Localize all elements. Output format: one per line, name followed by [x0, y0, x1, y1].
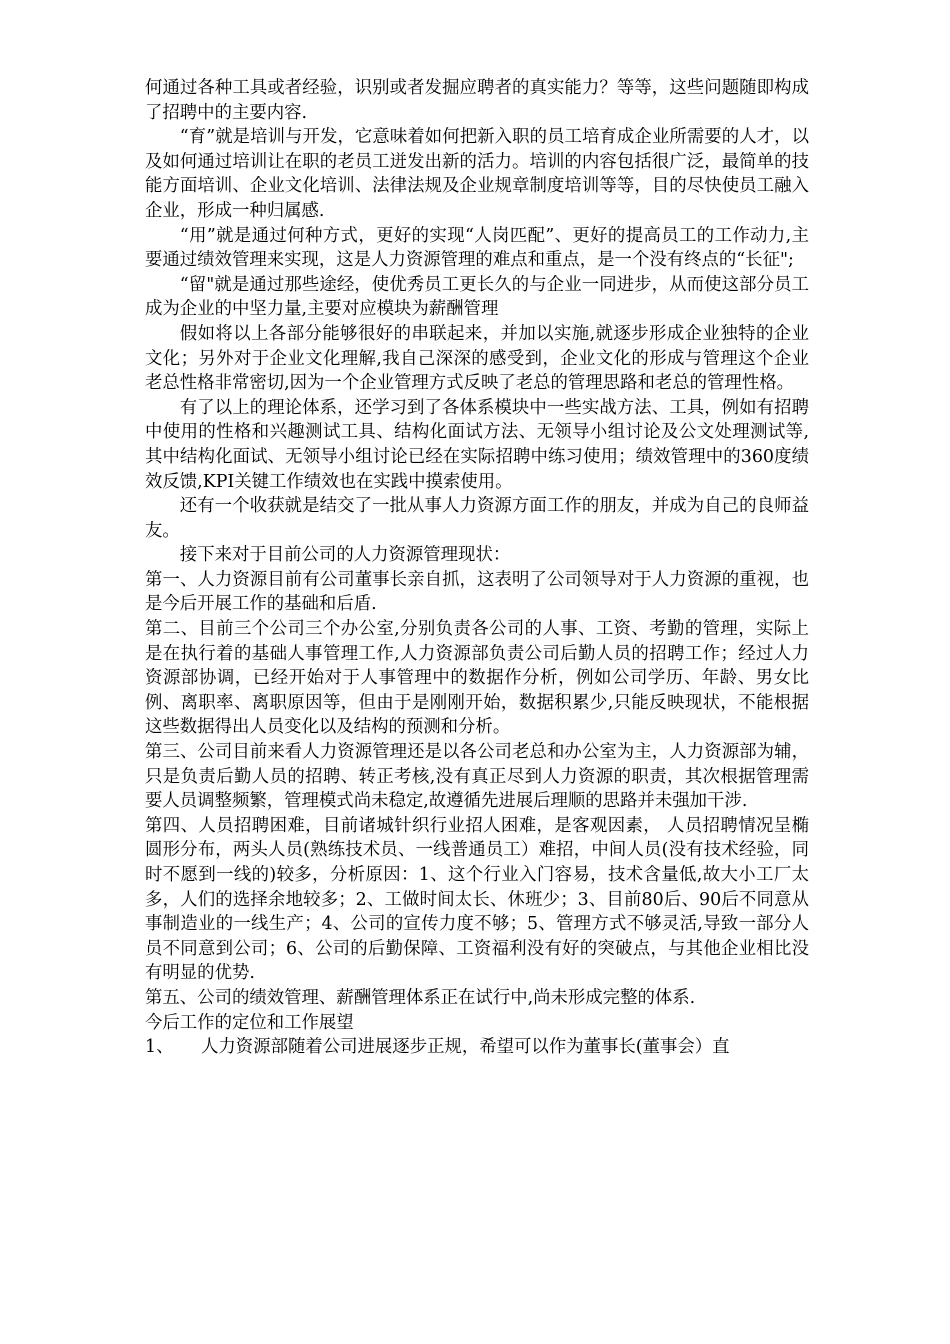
section-heading-outlook: 今后工作的定位和工作展望	[145, 1012, 354, 1033]
paragraph-utilization: “用”就是通过何种方式，更好的实现“人岗匹配”、更好的提高员工的工作动力,主要通过绩效管理来实现，这是人力资源管理的难点和重点，是一个没有终点的“长征";	[145, 225, 809, 271]
numbered-list-item	[145, 1035, 809, 1060]
paragraph-point-four: 第四、人员招聘困难，目前诸城针织行业招人困难，是客观因素， 人员招聘情况呈椭圆形分布，两头人员(熟练技术员、一线普通员工）难招，中间人员(没有技术经验，同时不愿到一线的)较多，分析原因：1、这个行业入门容易，技术含量低,故大小工厂太多，人们的选择余地较多；2、工做时间太长、休班少；3、目前80后、90后不同意从事制造业的一线生产；4、公司的宣传力度不够；5、管理方式不够灵活,导致一部分人员不同意到公司；6、公司的后勤保障、工资福利没有好的突破点，与其他企业相比没有明显的优势.	[145, 815, 809, 984]
paragraph-point-two: 第二、目前三个公司三个办公室,分别负责各公司的人事、工资、考勤的管理，实际上是在执行着的基础人事管理工作,人力资源部负责公司后勤人员的招聘工作；经过人力资源部协调，已经开始对于人事管理中的数据作分析，例如公司学历、年龄、男女比例、离职率、离职原因等，但由于是刚刚开始，数据积累少,只能反映现状，不能根据这些数据得出人员变化以及结构的预测和分析。	[145, 619, 809, 738]
paragraph-training: “育”就是培训与开发，它意味着如何把新入职的员工培育成企业所需要的人才，以及如何通过培训让在职的老员工迸发出新的活力。培训的内容包括很广泛，最简单的技能方面培训、企业文化培训、法律法规及企业规章制度培训等等，目的尽快使员工融入企业，形成一种归属感.	[145, 127, 809, 221]
list-item-text: 人力资源部随着公司进展逐步正规，希望可以作为董事长(董事会）直	[201, 1037, 730, 1058]
paragraph-friends: 还有一个收获就是结交了一批从事人力资源方面工作的朋友，并成为自己的良师益友。	[145, 496, 809, 541]
list-item-number: 1、	[145, 1037, 174, 1058]
paragraph-point-three: 第三、公司目前来看人力资源管理还是以各公司老总和办公室为主，人力资源部为辅，只是负责后勤人员的招聘、转正考核,没有真正尽到人力资源的职责，其次根据管理需要人员调整频繁，管理模式尚未稳定,故遵循先进展后理顺的思路并未强加干涉.	[145, 742, 809, 812]
paragraph-recruitment-content: 何通过各种工具或者经验，识别或者发掘应聘者的真实能力？等等，这些问题随即构成了招聘中的主要内容.	[145, 78, 809, 123]
paragraph-retention: “留"就是通过那些途经，使优秀员工更长久的与企业一同进步，从而使这部分员工成为企业的中坚力量,主要对应模块为薪酬管理	[145, 274, 809, 320]
paragraph-point-five: 第五、公司的绩效管理、薪酬管理体系正在试行中,尚未形成完整的体系.	[145, 987, 696, 1008]
paragraph-point-one: 第一、人力资源目前有公司董事长亲自抓，这表明了公司领导对于人力资源的重视，也是今后开展工作的基础和后盾.	[145, 569, 809, 615]
paragraph-current-status-intro: 接下来对于目前公司的人力资源管理现状：	[179, 545, 511, 566]
paragraph-corporate-culture: 假如将以上各部分能够很好的串联起来，并加以实施,就逐步形成企业独特的企业文化；另外对于企业文化理解,我自己深深的感受到，企业文化的形成与管理这个企业老总性格非常密切,因为一个企业管理方式反映了老总的管理思路和老总的管理性格。	[145, 323, 809, 394]
document-page	[145, 76, 809, 1060]
paragraph-practical-methods: 有了以上的理论体系，还学习到了各体系模块中一些实战方法、工具，例如有招聘中使用的性格和兴趣测试工具、结构化面试方法、无领导小组讨论及公文处理测试等,其中结构化面试、无领导小组讨论已经在实际招聘中练习使用；绩效管理中的360度绩效反馈,KPI关键工作绩效也在实践中摸索使用。	[145, 397, 809, 492]
